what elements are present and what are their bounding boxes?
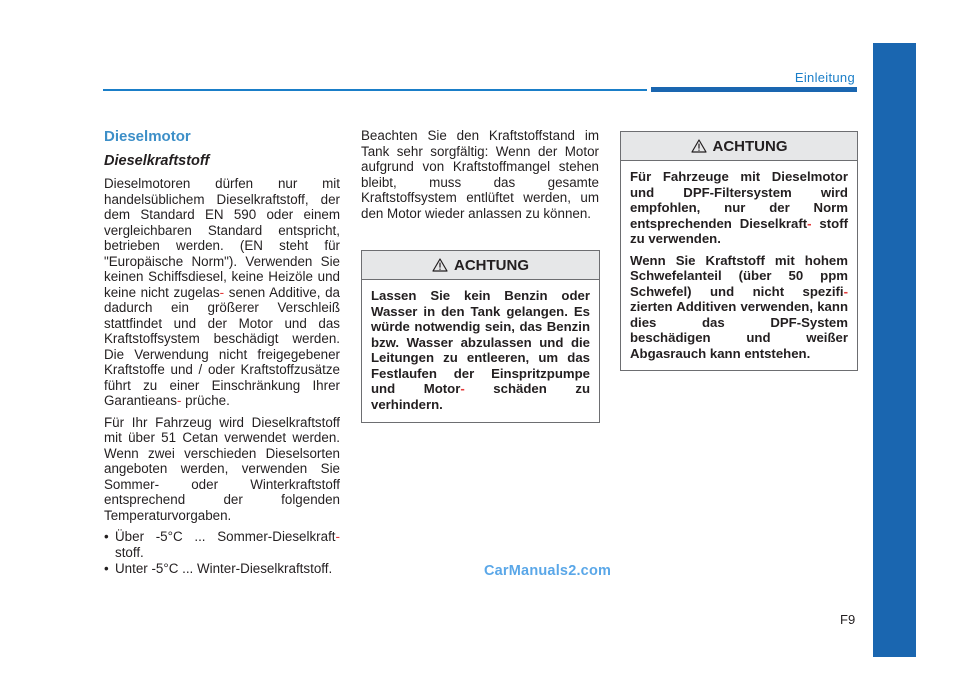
header-rule-thin — [103, 89, 647, 91]
warning-triangle-icon — [432, 258, 448, 272]
section-header: Einleitung — [794, 70, 855, 85]
hyphen: - — [460, 381, 465, 396]
paragraph-fuel-level: Beachten Sie den Kraftstoffstand im Tank sehr sorgfältig: Wenn der Motor aufgrund von Kraftstoffmangel stehen bleibt, muss das gesamte Kraftstoffsystem entlüftet werden, um den Motor wieder anlassen zu können. — [361, 128, 599, 221]
caution-body — [621, 161, 857, 361]
caution-box-dpf — [620, 131, 858, 371]
hyphen: - — [807, 215, 812, 231]
text-fragment: prüche. — [185, 393, 230, 408]
hyphen: - — [219, 284, 225, 300]
left-column — [104, 128, 340, 578]
text-fragment: Wenn Sie Kraftstoff mit hohem Schwefelanteil (über 50 ppm Schwefel) und nicht spezifi — [630, 252, 848, 299]
caution-body — [362, 280, 599, 412]
hyphen: - — [176, 393, 182, 408]
caution-header — [362, 251, 599, 280]
sub-title: Dieselkraftstoff — [104, 153, 210, 169]
caution-box-petrol — [361, 250, 600, 423]
text-fragment: Über -5°C ... Sommer-Dieselkraft — [115, 529, 336, 544]
text-fragment: stoff. — [115, 544, 144, 560]
text-fragment: zierten Additiven verwenden, kann dies das DPF-System beschädigen und weißer Abgasrauch kann entstehen. — [630, 299, 848, 361]
caution-text — [630, 253, 848, 362]
text-fragment: Dieselmotoren dürfen nur mit handelsüblichem Dieselkraftstoff, der dem Standard EN 590 oder einem vergleichbaren Standard entspricht, betrieben werden. (EN steht für "Europäische Norm"). Verwenden Sie keinen Schiffsdiesel, keine Heizöle und keine nicht zugelas — [104, 176, 340, 300]
text-fragment: Für Fahrzeuge mit Dieselmotor und DPF-Filtersystem wird empfohlen, nur der Norm entsprechenden Dieselkraft — [630, 169, 848, 231]
page-number: F9 — [840, 612, 856, 627]
hyphen: - — [335, 529, 340, 544]
list-item: • Unter -5°C ... Winter-Dieselkraftstoff. — [104, 561, 340, 577]
warning-triangle-icon — [691, 139, 707, 153]
text-fragment: stoff zu verwenden. — [630, 215, 848, 246]
header-rule-thick — [651, 87, 857, 92]
side-color-bar — [873, 43, 916, 657]
watermark-link[interactable]: CarManuals2.com — [484, 563, 612, 579]
caution-text — [371, 288, 590, 412]
text-fragment: schäden zu verhindern. — [371, 381, 590, 412]
middle-column — [361, 128, 599, 227]
text-fragment: Lassen Sie kein Benzin oder Wasser in den Tank gelangen. Es würde notwendig sein, das Benzin bzw. Wasser abzulassen und die Leitungen zu entleeren, um das Festlaufen der Einspritzpumpe und Motor — [371, 288, 590, 396]
text-fragment: senen Additive, da dadurch ein größerer Verschleiß stattfindet und der Motor und das Kraftstoffsystem beschädigt werden. Die Verwendung nicht freigegebener Kraftstoffe und / oder Kraftstoffzusätze führt zu einer Einschränkung Ihrer Garantieans — [104, 284, 340, 408]
caution-title: ACHTUNG — [712, 137, 788, 155]
list-item — [104, 529, 340, 560]
caution-header — [621, 132, 857, 161]
paragraph-diesel-standard — [104, 176, 340, 409]
caution-title: ACHTUNG — [454, 256, 529, 274]
temperature-list — [104, 529, 340, 577]
caution-text — [630, 169, 848, 247]
section-title: Dieselmotor — [104, 128, 191, 145]
paragraph-cetan: Für Ihr Fahrzeug wird Dieselkraftstoff mit über 51 Cetan verwendet werden. Wenn zwei verschieden Dieselsorten angeboten werden, verwenden Sie Sommer- oder Winterkraftstoff entsprechend der folgenden Temperaturvorgaben. — [104, 414, 340, 523]
hyphen: - — [843, 283, 848, 299]
